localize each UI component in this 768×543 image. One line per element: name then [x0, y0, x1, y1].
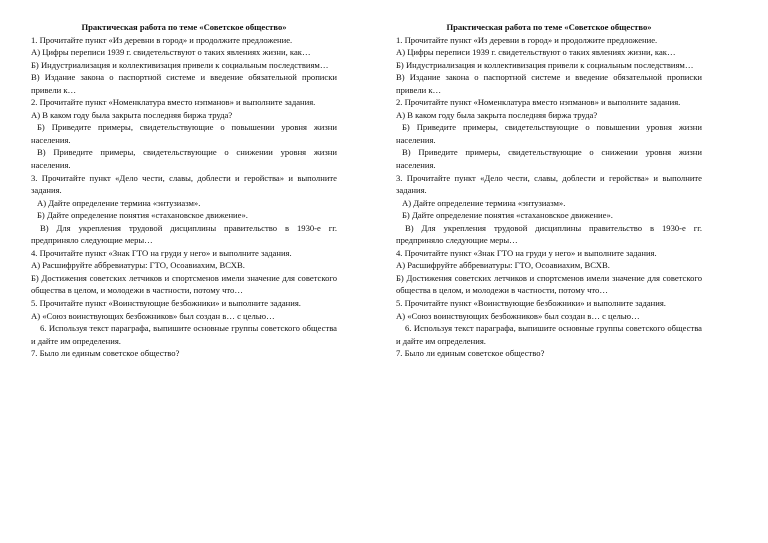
task-list: [396, 34, 702, 360]
worksheet-copy-right: [396, 21, 702, 360]
task-line: 3. Прочитайте пункт «Дело чести, славы, доблести и геройства» и выполните задания.: [396, 172, 702, 196]
task-line: Б) Достижения советских летчиков и спортсменов имели значение для советского общества в целом, и молодежи в частности, потому что…: [396, 272, 702, 296]
task-line: А) «Союз воинствующих безбожников» был создан в… с целью…: [31, 310, 275, 321]
task-line: А) В каком году была закрыта последняя биржа труда?: [396, 109, 598, 120]
worksheet-copy-left: [31, 21, 337, 360]
task-line: 1. Прочитайте пункт «Из деревни в город» и продолжите предложение.: [31, 34, 293, 45]
task-line: В) Издание закона о паспортной системе и введение обязательной прописки привели к…: [396, 72, 702, 95]
task-line: 1. Прочитайте пункт «Из деревни в город» и продолжите предложение.: [396, 34, 658, 45]
task-line: 4. Прочитайте пункт «Знак ГТО на груди у него» и выполните задания.: [396, 247, 657, 258]
task-line: А) «Союз воинствующих безбожников» был создан в… с целью…: [396, 310, 640, 321]
task-list: [31, 34, 337, 360]
task-line: Б) Дайте определение понятия «стахановское движение».: [37, 210, 248, 221]
task-line: В) Для укрепления трудовой дисциплины правительство в 1930-е гг. предприняло следующие меры…: [31, 222, 337, 246]
task-line: 3. Прочитайте пункт «Дело чести, славы, доблести и геройства» и выполните задания.: [31, 172, 337, 196]
task-line: 7. Было ли единым советское общество?: [396, 348, 545, 359]
task-line: А) В каком году была закрыта последняя биржа труда?: [31, 109, 233, 120]
worksheet-title: Практическая работа по теме «Советское общество»: [446, 22, 652, 32]
task-line: 2. Прочитайте пункт «Номенклатура вместо нэпманов» и выполните задания.: [396, 97, 681, 108]
task-line: А) Цифры переписи 1939 г. свидетельствуют о таких явлениях жизни, как…: [396, 47, 676, 58]
task-line: 5. Прочитайте пункт «Воинствующие безбожники» и выполните задания.: [31, 298, 301, 309]
task-line: А) Дайте определение термина «энтузиазм».: [37, 197, 201, 208]
task-line: Б) Приведите примеры, свидетельствующие о повышении уровня жизни населения.: [396, 122, 702, 145]
task-line: 7. Было ли единым советское общество?: [31, 348, 180, 359]
task-line: В) Для укрепления трудовой дисциплины правительство в 1930-е гг. предприняло следующие меры…: [396, 222, 702, 246]
task-line: 2. Прочитайте пункт «Номенклатура вместо нэпманов» и выполните задания.: [31, 97, 316, 108]
task-line: 4. Прочитайте пункт «Знак ГТО на груди у него» и выполните задания.: [31, 247, 292, 258]
task-line: А) Дайте определение термина «энтузиазм».: [402, 197, 566, 208]
task-line: 6. Используя текст параграфа, выпишите основные группы советского общества и дайте им определения.: [396, 323, 702, 346]
task-line: А) Расшифруйте аббревиатуры: ГТО, Осоавиахим, ВСХВ.: [31, 260, 245, 271]
task-line: А) Расшифруйте аббревиатуры: ГТО, Осоавиахим, ВСХВ.: [396, 260, 610, 271]
worksheet-title: Практическая работа по теме «Советское общество»: [81, 22, 287, 32]
task-line: В) Приведите примеры, свидетельствующие о снижении уровня жизни населения.: [31, 147, 337, 171]
task-line: Б) Приведите примеры, свидетельствующие о повышении уровня жизни населения.: [31, 122, 337, 145]
task-line: А) Цифры переписи 1939 г. свидетельствуют о таких явлениях жизни, как…: [31, 47, 311, 58]
task-line: 5. Прочитайте пункт «Воинствующие безбожники» и выполните задания.: [396, 298, 666, 309]
task-line: В) Приведите примеры, свидетельствующие о снижении уровня жизни населения.: [396, 147, 702, 171]
task-line: В) Издание закона о паспортной системе и введение обязательной прописки привели к…: [31, 72, 337, 95]
task-line: Б) Достижения советских летчиков и спортсменов имели значение для советского общества в целом, и молодежи в частности, потому что…: [31, 272, 337, 296]
task-line: Б) Индустриализация и коллективизация привели к социальным последствиям…: [31, 59, 329, 70]
task-line: Б) Дайте определение понятия «стахановское движение».: [402, 210, 613, 221]
task-line: 6. Используя текст параграфа, выпишите основные группы советского общества и дайте им определения.: [31, 323, 337, 346]
task-line: Б) Индустриализация и коллективизация привели к социальным последствиям…: [396, 59, 694, 70]
